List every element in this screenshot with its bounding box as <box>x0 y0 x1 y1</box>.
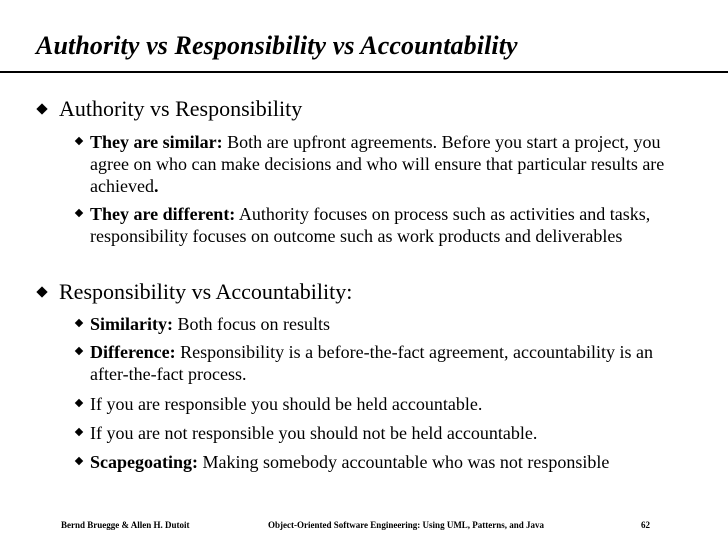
bullet-similarity <box>74 313 694 335</box>
bullet-label: Similarity: <box>90 314 173 334</box>
bullet-diamond-icon <box>75 428 83 436</box>
bullet-diamond-icon <box>75 457 83 465</box>
footer-authors: Bernd Bruegge & Allen H. Dutoit <box>61 520 190 530</box>
bullet-label: They are different: <box>90 204 236 224</box>
bullet-diamond-icon <box>75 137 83 145</box>
bullet-text: Responsibility is a before-the-fact agreement, accountability is an after-the-fact process. <box>90 342 653 384</box>
bullet-diamond-icon <box>75 319 83 327</box>
bullet-diamond-icon <box>36 103 47 114</box>
bullet-text: Both are upfront agreements. Before you start a project, you agree on who can make decisions and who will ensure that particular results are achieved <box>90 132 665 196</box>
bullet-suffix: . <box>153 176 159 196</box>
bullet-if-responsible <box>74 393 694 415</box>
footer-page-number: 62 <box>641 520 650 530</box>
bullet-label: Difference: <box>90 342 176 362</box>
bullet-diamond-icon <box>75 347 83 355</box>
bullet-if-not-responsible <box>74 422 694 444</box>
section-heading-text: Authority vs Responsibility <box>59 96 303 121</box>
bullet-text: Making somebody accountable who was not responsible <box>202 452 610 472</box>
bullet-label: They are similar: <box>90 132 223 152</box>
bullet-text: If you are not responsible you should not be held accountable. <box>90 423 538 443</box>
bullet-diamond-icon <box>36 286 47 297</box>
bullet-scapegoating <box>74 451 694 473</box>
bullet-diamond-icon <box>75 209 83 217</box>
bullet-text: Both focus on results <box>177 314 330 334</box>
footer-book-title: Object-Oriented Software Engineering: Using UML, Patterns, and Java <box>268 520 545 530</box>
bullet-text: Authority focuses on process such as activities and tasks, responsibility focuses on outcome such as work products and deliverables <box>90 204 651 246</box>
bullet-they-are-similar <box>74 131 694 197</box>
title-underline <box>0 71 728 73</box>
bullet-diamond-icon <box>75 399 83 407</box>
bullet-text: If you are responsible you should be held accountable. <box>90 394 483 414</box>
bullet-they-are-different <box>74 203 694 247</box>
section-heading-text: Responsibility vs Accountability: <box>59 279 353 304</box>
slide-title: Authority vs Responsibility vs Accountability <box>36 31 518 60</box>
bullet-difference <box>74 341 694 385</box>
bullet-label: Scapegoating: <box>90 452 198 472</box>
